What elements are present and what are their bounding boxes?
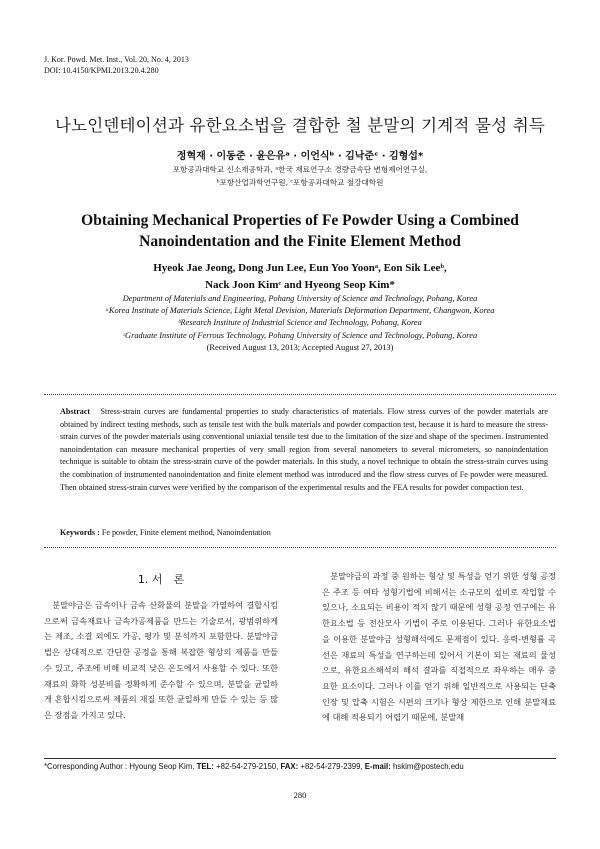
english-title [0, 210, 600, 252]
left-paragraph: 분말야금은 금속이나 금속 산화물의 분말을 가열하여 결합시킴으로써 금속재료나 금속가공제품을 만드는 기술로서, 광범위하게는 제조, 소결 외에도 가공, 평가 및 분석까지 포함한다. 분말야금법은 상대적으로 간단한 공정을 통해 복잡한 형상의 제품을 만들 수 있고, 주조에 비해 비교적 낮은 온도에서 사용할 수 있다. 또한 재료의 화학 성분비를 정확하게 준수할 수 있으며, 분말을 균일하게 혼합시킴으로써 제품의 재질 또한 균일하게 만들 수 있는 등 많은 장점을 가지고 있다. [44, 600, 278, 720]
doi: DOI: 10.4150/KPMI.2013.20.4.280 [44, 66, 159, 75]
journal-citation: J. Kor. Powd. Met. Inst., Vol. 20, No. 4, 2013 [44, 55, 189, 64]
corresponding-author-footnote [44, 762, 464, 771]
footnote-rule [44, 758, 556, 759]
abstract [60, 406, 548, 494]
right-paragraph: 분말야금의 과정 중 원하는 형상 및 특성을 얻기 위한 성형 공정은 주조 등 여타 성형기법에 비해서는 소규모의 설비로 작업할 수 있으나, 소요되는 비용이 적지 않기 때문에 성형 공정 연구에는 유한요소법 등 전산모사 기법이 주로 이용된다. 그러나 유한요소법을 이용한 분말야금 성형해석에도 문제점이 있다. 응력-변형률 곡선은 재료의 특성을 연구하는데 있어서 기본이 되는 재료의 물성으로, 유한요소해석의 해석 결과를 직접적으로 좌우하는 매우 중요한 요소이다. 그러나 이를 얻기 위해 일반적으로 사용되는 단축인장 및 압축 시험은 시편의 크기나 형상 제한으로 인해 분말재료에 대해 적용되기 어렵기 때문에, 분말재 [322, 571, 556, 723]
abstract-label: Abstract [60, 407, 91, 416]
korean-title: 나노인덴테이션과 유한요소법을 결합한 철 분말의 기계적 물성 취득 [54, 116, 545, 135]
korean-affiliation-line-1: 포항공과대학교 신소재공학과, ᵃ한국 재료연구소 경량금속단 변형제어연구실, [172, 165, 428, 174]
fax-value: +82-54-279-2399, [300, 762, 363, 771]
body-right-column [322, 569, 556, 726]
english-authors-line-1: Hyeok Jae Jeong, Dong Jun Lee, Eun Yoo Yoonᵃ, Eon Sik Leeᵇ, [153, 262, 447, 274]
affiliation-3: ᵇResearch Institute of Industrial Science and Technology, Pohang, Korea [178, 318, 422, 328]
english-authors-line-2: Nack Joon Kimᶜ and Hyeong Seop Kim* [205, 279, 395, 291]
affiliation-2: ᵃKorea Institute of Materials Science, Light Metal Devision, Materials Deformation Department, Changwon, Korea [105, 306, 495, 316]
english-title-line-2: Nanoindentation and the Finite Element Method [139, 233, 461, 250]
english-title-line-1: Obtaining Mechanical Properties of Fe Powder Using a Combined [81, 212, 519, 229]
divider-top [44, 394, 556, 395]
received-dates: (Received August 13, 2013; Accepted August 27, 2013) [206, 342, 394, 352]
journal-header [44, 54, 189, 76]
tel-label: TEL: [196, 762, 214, 771]
fax-label: FAX: [280, 762, 299, 771]
email-label: E-mail: [364, 762, 391, 771]
english-affiliations [0, 293, 600, 354]
keywords-label: Keywords : [60, 528, 100, 537]
affiliation-1: Department of Materials and Engineering, Pohang University of Science and Technology, Pohang, Korea [122, 294, 478, 303]
keywords [60, 528, 548, 537]
english-authors [0, 260, 600, 294]
affiliation-4: ᶜGraduate Institute of Ferrous Technology, Pohang University of Science and Technology, Pohang, Korea [122, 330, 478, 340]
email-value: hskim@postech.edu [392, 762, 464, 771]
page-number: 280 [293, 790, 307, 800]
korean-affiliations [0, 163, 600, 189]
body-left-column [44, 598, 278, 724]
korean-affiliation-line-2: ᵇ포항산업과학연구원, ᶜ포항공과대학교 철강대학원 [216, 178, 384, 187]
divider-bottom [44, 547, 556, 548]
keywords-text: Fe powder, Finite element method, Nanoindentation [101, 528, 271, 537]
abstract-text: Stress-strain curves are fundamental properties to study characteristics of materials. Flow stress curves of the powder materials are obtained by indirect testing methods, such as tensile test with the bulk materials and powder compaction test, because it is hard to measure the stress-strain curves of the powder materials using conventional uniaxial tensile test due to the limitation of the size and shape of the specimen. Instrumented nanoindentation can measure mechanical properties of very small region from several nanometers to several micrometers, so nanoindentation technique is suitable to obtain the stress-strain curve of the powder materials. In this study, a novel technique to obtain the stress-strain curves using the combination of instrumented nanoindentation and finite element method was introduced and the flow stress curves of Fe powder were measured. Then obtained stress-strain curves were verified by the comparison of the experimental results and the FEA results for powder compaction test. [60, 407, 549, 492]
korean-authors: 정혁재 · 이동준 · 윤은유ᵃ · 이언식ᵇ · 김낙준ᶜ · 김형섭* [176, 151, 424, 162]
footnote-prefix: *Corresponding Author : Hyoung Seop Kim, [44, 762, 195, 771]
tel-value: +82-54-279-2150, [216, 762, 279, 771]
section-heading-introduction: 1. 서 론 [137, 573, 185, 586]
